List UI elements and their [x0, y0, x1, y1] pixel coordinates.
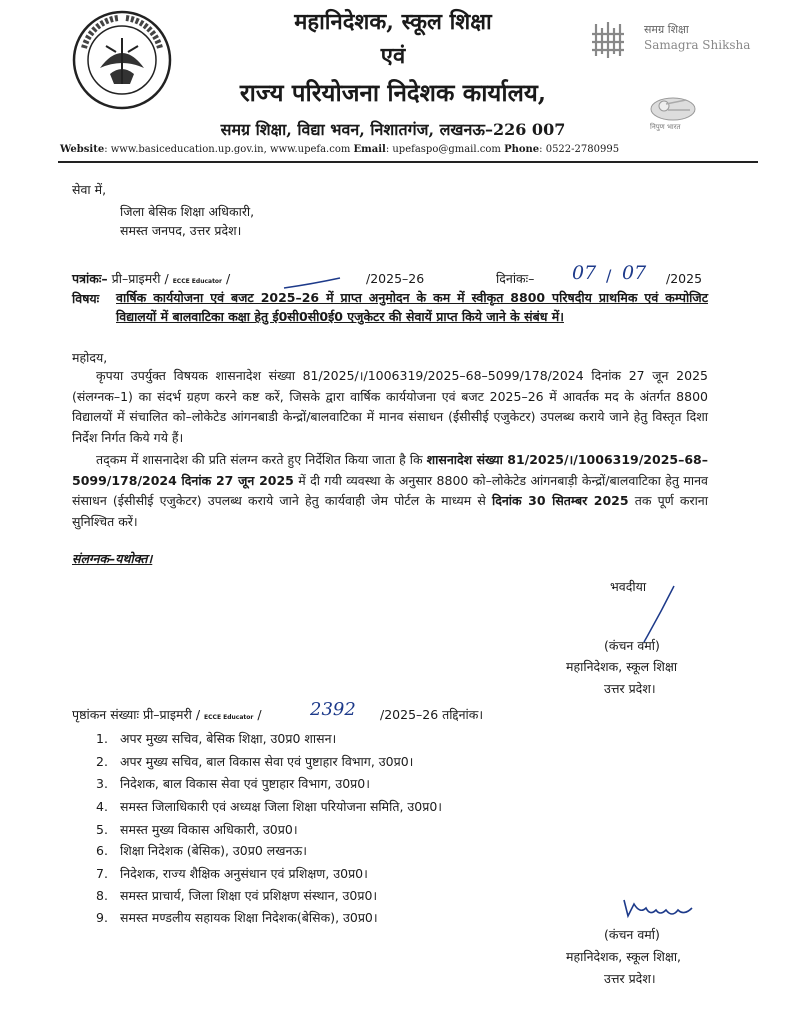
nipun-mascot-icon: [646, 92, 700, 122]
endorsement-stamp: ECCE Educator: [204, 714, 254, 721]
date-separator: /: [606, 266, 612, 285]
phone-label: Phone: [504, 144, 540, 155]
closing-bhavdiya: भवदीया: [610, 579, 647, 594]
list-item: 2. अपर मुख्य सचिव, बाल विकास सेवा एवं पुष्टाहार विभाग, उ0प्र0।: [96, 754, 414, 769]
greeting: महोदय,: [72, 350, 108, 365]
signature-scribble: [620, 896, 700, 922]
paragraph-2: [72, 450, 708, 532]
list-item: 3. निदेशक, बाल विकास सेवा एवं पुष्टाहार विभाग, उ0प्र0।: [96, 776, 370, 791]
letterhead-line-1: महानिदेशक, स्कूल शिक्षा: [294, 9, 492, 35]
endorsement-slash: /: [257, 707, 262, 722]
reference-prefix: प्री–प्राइमरी /: [111, 271, 169, 286]
subject-label: विषयः: [72, 291, 100, 306]
ecce-stamp: ECCE Educator: [172, 278, 223, 285]
list-item: 7. निदेशक, राज्य शैक्षिक अनुसंधान एवं प्रशिक्षण, उ0प्र0।: [96, 866, 368, 881]
list-item: 6. शिक्षा निदेशक (बेसिक), उ0प्र0 लखनऊ।: [96, 843, 307, 858]
signatory-state: उत्तर प्रदेश।: [604, 681, 656, 696]
email-label: Email: [353, 144, 386, 155]
signatory-2-name: (कंचन वर्मा): [604, 927, 660, 942]
email-value: : upefaspo@gmail.com: [385, 144, 501, 155]
list-item: 1. अपर मुख्य सचिव, बेसिक शिक्षा, उ0प्र0 शासन।: [96, 731, 337, 746]
paragraph-2-deadline: दिनांक 30 सितम्बर 2025: [491, 493, 629, 508]
phone-value: : 0522-2780995: [539, 144, 620, 155]
address-line-1: जिला बेसिक शिक्षा अधिकारी,: [120, 204, 255, 219]
date-label: दिनांकः–: [496, 271, 535, 286]
letterhead-divider: [58, 161, 758, 163]
date-year: /2025: [666, 271, 703, 286]
website-value: : www.basiceducation.up.gov.in, www.upefa.com: [104, 144, 351, 155]
date-month: 07: [622, 262, 647, 284]
list-item: 5. समस्त मुख्य विकास अधिकारी, उ0प्र0।: [96, 822, 298, 837]
list-item: 4. समस्त जिलाधिकारी एवं अध्यक्ष जिला शिक्षा परियोजना समिति, उ0प्र0।: [96, 799, 443, 814]
date-day: 07: [572, 262, 597, 284]
signatory-2-title: महानिदेशक, स्कूल शिक्षा,: [566, 949, 682, 964]
address-line-2: समस्त जनपद, उत्तर प्रदेश।: [120, 223, 242, 238]
list-item: 8. समस्त प्राचार्य, जिला शिक्षा एवं प्रशिक्षण संस्थान, उ0प्र0।: [96, 888, 378, 903]
paragraph-2-order: शासनादेश संख्या 81/2025/।/1006319/2025–68– 5099/178/2024 दिनांक 27 जून 2025: [72, 452, 708, 488]
paragraph-2-e: तक पूर्ण कराना सुनिश्चित करें।: [72, 493, 708, 529]
reference-line: [72, 270, 230, 290]
list-item: 9. समस्त मण्डलीय सहायक शिक्षा निदेशक(बेसिक), उ0प्र0।: [96, 910, 378, 925]
signatory-2-state: उत्तर प्रदेश।: [604, 971, 656, 986]
endorsement-number: 2392: [310, 699, 356, 720]
signatory-title: महानिदेशक, स्कूल शिक्षा: [566, 659, 678, 674]
reference-label: पत्रांकः–: [72, 271, 108, 286]
letterhead-address: समग्र शिक्षा, विद्या भवन, निशातगंज, लखनऊ–226 007: [220, 120, 566, 139]
reference-year: /2025–26: [366, 271, 425, 286]
reference-slash: /: [226, 271, 231, 286]
samagra-shiksha-logo-icon: [590, 20, 626, 60]
signatory-name: (कंचन वर्मा): [604, 638, 660, 653]
paragraph-1: कृपया उपर्युक्त विषयक शासनादेश संख्या 81/2025/।/1006319/2025–68–5099/178/2024 दिनांक 27 जून 2025 (संलग्नक–1) का संदर्भ ग्रहण करने कष्ट करें, जिसके द्वारा वार्षिक कार्ययोजना एवं बजट 2025–26 में आवर्तक मद के अंतर्गत 8800 विद्यालयों में संचालित को–लोकेटेड आंगनबाडी केन्द्रों/बालवाटिका में मानव संसाधन (ईसीसीई एजुकेटर) उपलब्ध कराये जाने हेतु विस्तृत दिशा निर्देश निर्गत किये गये हैं।: [72, 368, 708, 445]
contact-line: [60, 144, 619, 155]
signature-stroke: [640, 584, 680, 644]
letterhead-line-2: एवं: [380, 43, 406, 69]
endorsement-line: [72, 706, 262, 726]
website-label: Website: [60, 144, 105, 155]
enclosure-note: संलग्नक–यथोक्त।: [72, 551, 153, 566]
paragraph-2-c: में दी गयी व्यवस्था के अनुसार 8800 को–लोकेटेड आंगनबाड़ी केन्द्रों/बालवाटिका हेतु मानव संसाधन (ईसीसीई एजुकेटर) उपलब्ध कराये जाने हेतु कार्यवाही जेम पोर्टल के माध्यम से: [72, 472, 708, 508]
paragraph-2-a: तद्कम में शासनादेश की प्रति संलग्न करते हुए निर्देशित किया जाता है कि: [96, 452, 423, 467]
endorsement-label: पृष्ठांकन संख्याः प्री–प्राइमरी /: [72, 707, 201, 722]
endorsement-rest: /2025–26 तद्दिनांक।: [380, 707, 484, 722]
samagra-shiksha-english: Samagra Shiksha: [644, 38, 751, 52]
letterhead-office-title: राज्य परियोजना निदेशक कार्यालय,: [239, 78, 547, 107]
samagra-shiksha-hindi: समग्र शिक्षा: [644, 23, 689, 36]
subject-text: वार्षिक कार्ययोजना एवं बजट 2025–26 में प्राप्त अनुमोदन के कम में स्वीकृत 8800 परिषदीय प्राथमिक एवं कम्पोजिट विद्यालयों में बालवाटिका कक्षा हेतु ई0सी0सी0ई0 एजुकेटर की सेवायें प्राप्त किये जाने के संबंध में।: [116, 290, 708, 324]
nipun-bharat-caption: निपुण भारत: [650, 123, 681, 131]
address-salutation: सेवा में,: [72, 182, 107, 197]
